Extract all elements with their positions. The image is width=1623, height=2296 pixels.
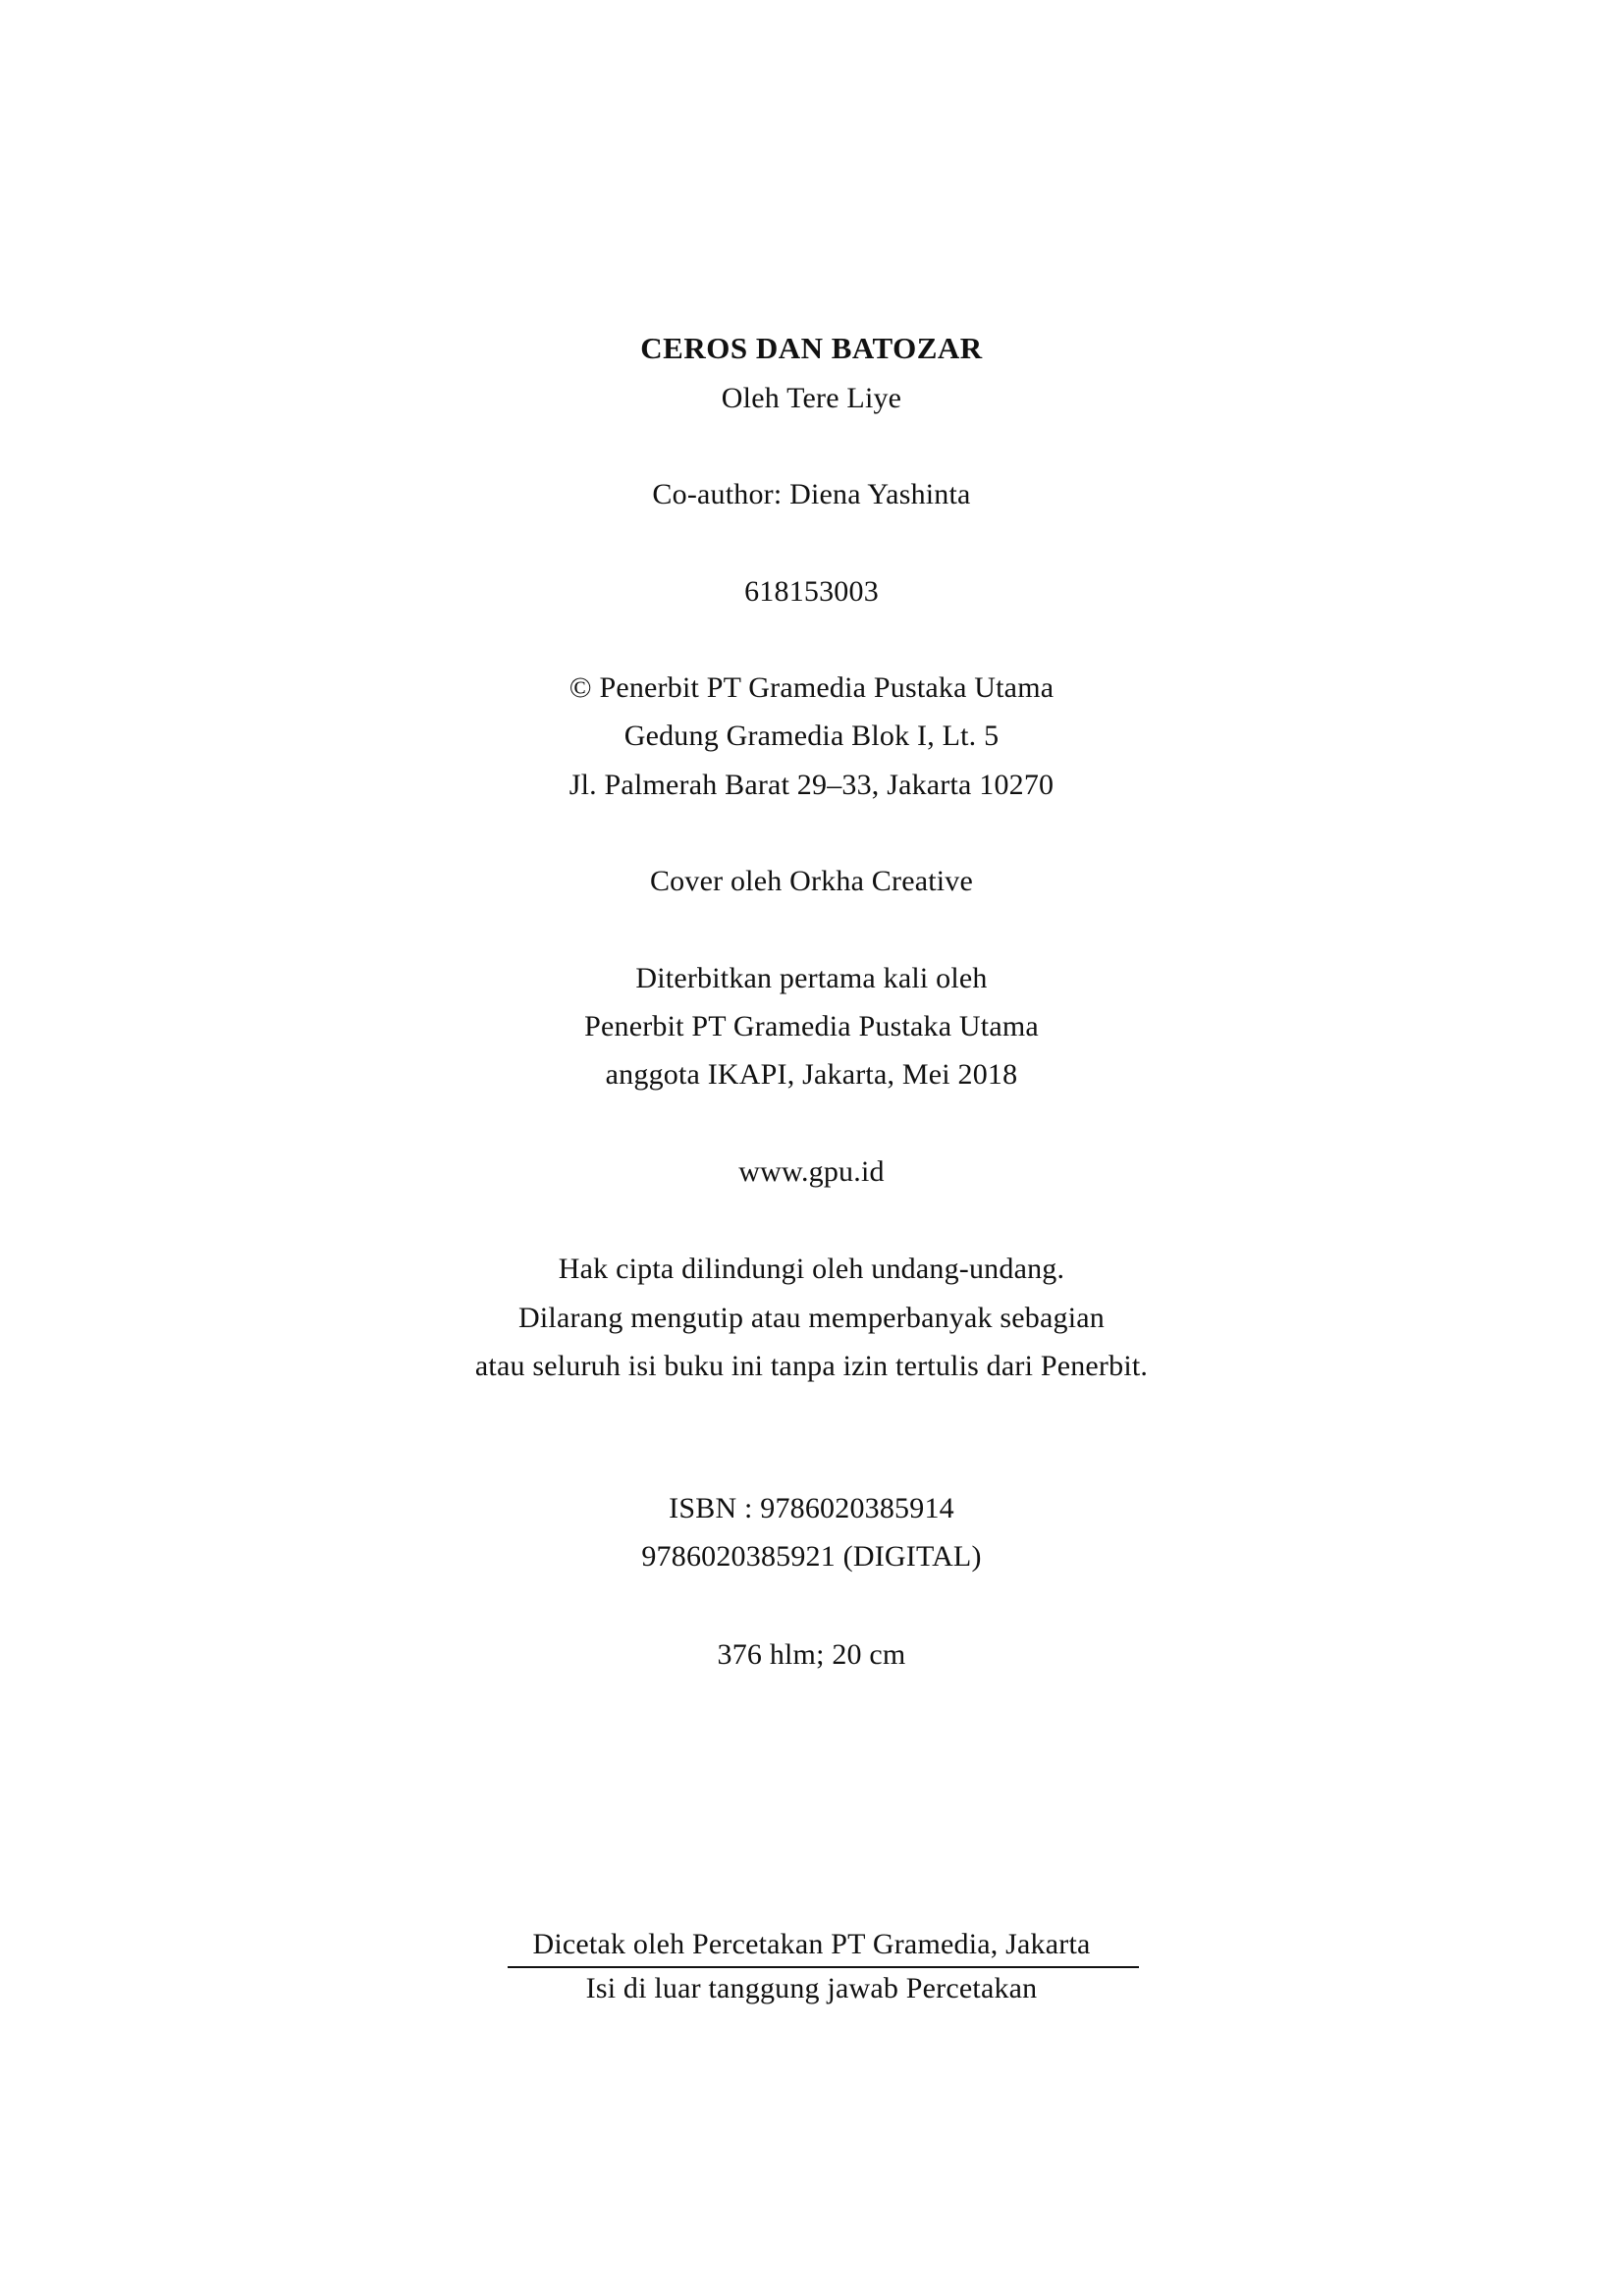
book-title: CEROS DAN BATOZAR — [640, 331, 983, 365]
first-publication-line: anggota IKAPI, Jakarta, Mei 2018 — [605, 1058, 1018, 1091]
printer-disclaimer: Isi di luar tanggung jawab Percetakan — [585, 1972, 1038, 2004]
copyright-notice-line: Dilarang mengutip atau memperbanyak sebagian — [518, 1302, 1105, 1334]
author-line: Oleh Tere Liye — [721, 382, 902, 414]
coauthor-line: Co-author: Diena Yashinta — [652, 478, 971, 510]
publisher-website: www.gpu.id — [738, 1155, 885, 1188]
isbn-print: ISBN : 9786020385914 — [669, 1492, 954, 1524]
first-publication-line: Penerbit PT Gramedia Pustaka Utama — [584, 1010, 1039, 1042]
printed-by: Dicetak oleh Percetakan PT Gramedia, Jakarta — [532, 1928, 1091, 1960]
publisher-line: © Penerbit PT Gramedia Pustaka Utama — [568, 671, 1055, 704]
copyright-notice-line: Hak cipta dilindungi oleh undang-undang. — [558, 1253, 1065, 1285]
copyright-notice-line: atau seluruh isi buku ini tanpa izin tertulis dari Penerbit. — [474, 1350, 1149, 1382]
publisher-line: Gedung Gramedia Blok I, Lt. 5 — [623, 720, 1000, 752]
physical-description: 376 hlm; 20 cm — [717, 1638, 906, 1671]
divider-rule — [508, 1966, 1139, 1968]
cover-credit: Cover oleh Orkha Creative — [649, 865, 974, 897]
first-publication-line: Diterbitkan pertama kali oleh — [635, 962, 988, 994]
isbn-digital: 9786020385921 (DIGITAL) — [641, 1540, 982, 1573]
catalog-number: 618153003 — [744, 575, 879, 608]
publisher-line: Jl. Palmerah Barat 29–33, Jakarta 10270 — [568, 769, 1055, 801]
